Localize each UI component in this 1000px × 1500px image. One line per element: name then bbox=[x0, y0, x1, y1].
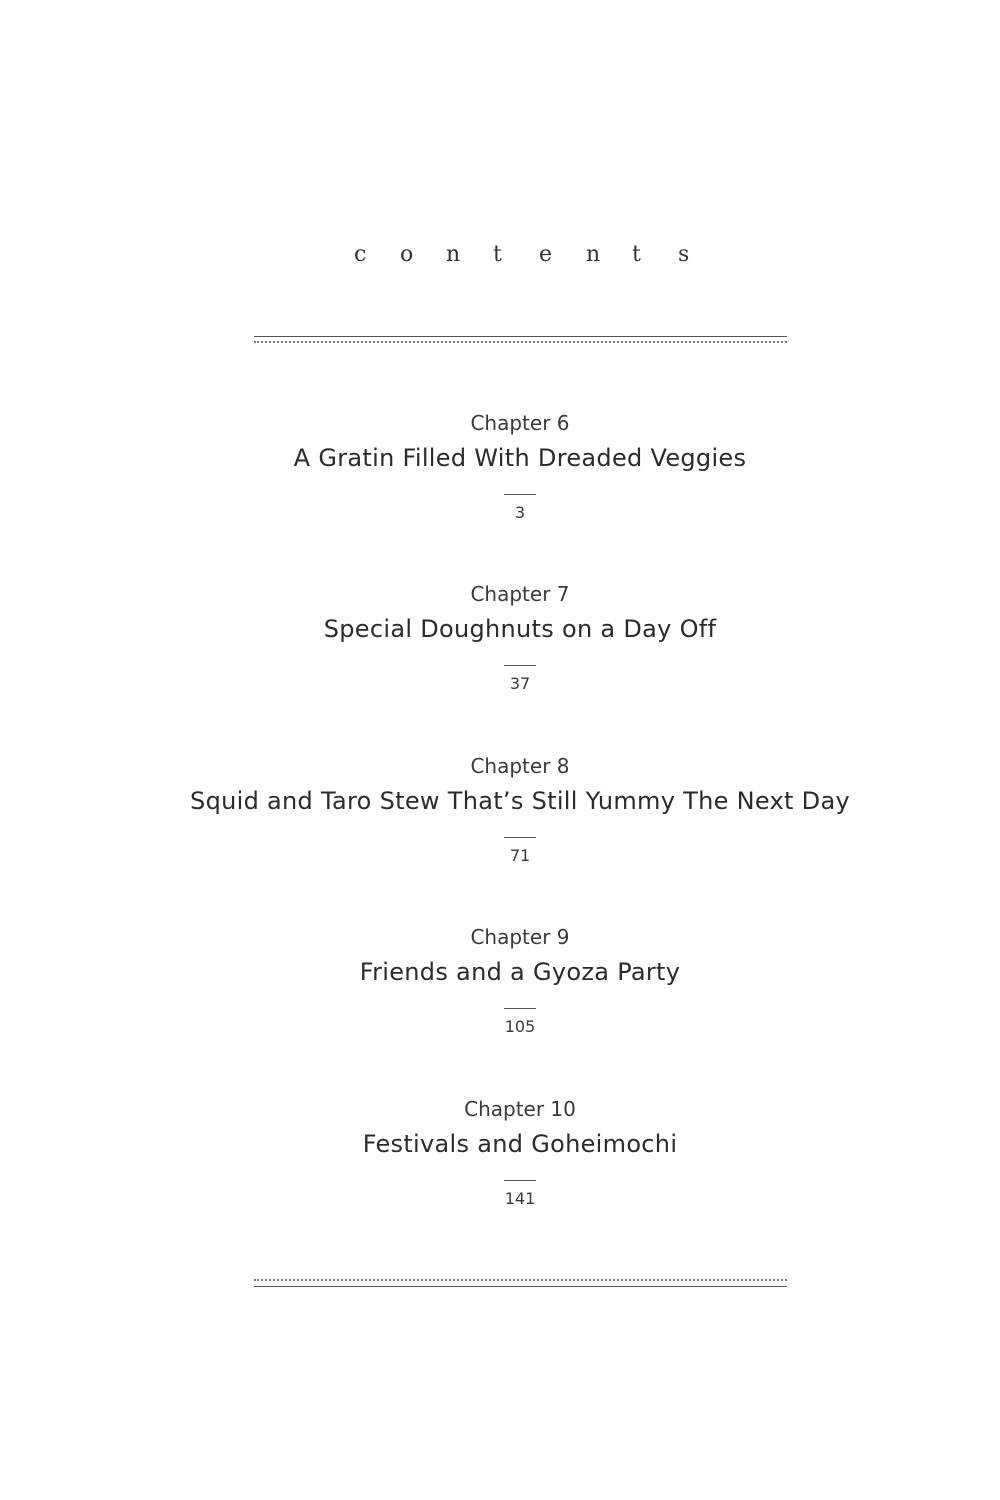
entry-separator bbox=[504, 494, 536, 495]
heading-letter: n bbox=[586, 242, 601, 267]
heading-letter: t bbox=[493, 242, 502, 267]
toc-entry-chapter-10[interactable] bbox=[0, 1096, 1000, 1226]
bottom-divider bbox=[254, 1279, 787, 1287]
chapter-title: A Gratin Filled With Dreaded Veggies bbox=[293, 444, 747, 472]
chapter-number: Chapter 9 bbox=[470, 925, 570, 949]
page-number: 71 bbox=[509, 846, 531, 865]
page-number: 105 bbox=[504, 1017, 536, 1036]
chapter-title: Special Doughnuts on a Day Off bbox=[323, 615, 717, 643]
toc-entry-chapter-7[interactable] bbox=[0, 581, 1000, 711]
toc-entry-chapter-9[interactable] bbox=[0, 924, 1000, 1054]
contents-heading bbox=[0, 240, 1000, 276]
chapter-number: Chapter 6 bbox=[470, 411, 570, 435]
entry-separator bbox=[504, 837, 536, 838]
toc-entry-chapter-8[interactable] bbox=[0, 753, 1000, 883]
divider-solid-line bbox=[254, 336, 787, 337]
entry-separator bbox=[504, 1008, 536, 1009]
heading-letter: c bbox=[354, 242, 367, 267]
chapter-title: Festivals and Goheimochi bbox=[362, 1130, 678, 1158]
chapter-title: Squid and Taro Stew That’s Still Yummy The Next Day bbox=[190, 787, 850, 815]
page-number: 141 bbox=[504, 1189, 536, 1208]
heading-letter: s bbox=[678, 242, 690, 267]
divider-dotted-line bbox=[254, 341, 787, 343]
heading-letter: t bbox=[632, 242, 641, 267]
toc-entry-chapter-6[interactable] bbox=[0, 410, 1000, 540]
heading-letter: e bbox=[539, 242, 553, 267]
chapter-number: Chapter 8 bbox=[470, 754, 570, 778]
heading-letter: n bbox=[446, 242, 461, 267]
chapter-title: Friends and a Gyoza Party bbox=[359, 958, 681, 986]
heading-letter: o bbox=[400, 242, 414, 267]
entry-separator bbox=[504, 665, 536, 666]
top-divider bbox=[254, 336, 787, 344]
page-number: 3 bbox=[514, 503, 526, 522]
entry-separator bbox=[504, 1180, 536, 1181]
divider-solid-line bbox=[254, 1286, 787, 1287]
chapter-number: Chapter 7 bbox=[470, 582, 570, 606]
page-number: 37 bbox=[509, 674, 531, 693]
divider-dotted-line bbox=[254, 1279, 787, 1281]
chapter-number: Chapter 10 bbox=[464, 1097, 576, 1121]
